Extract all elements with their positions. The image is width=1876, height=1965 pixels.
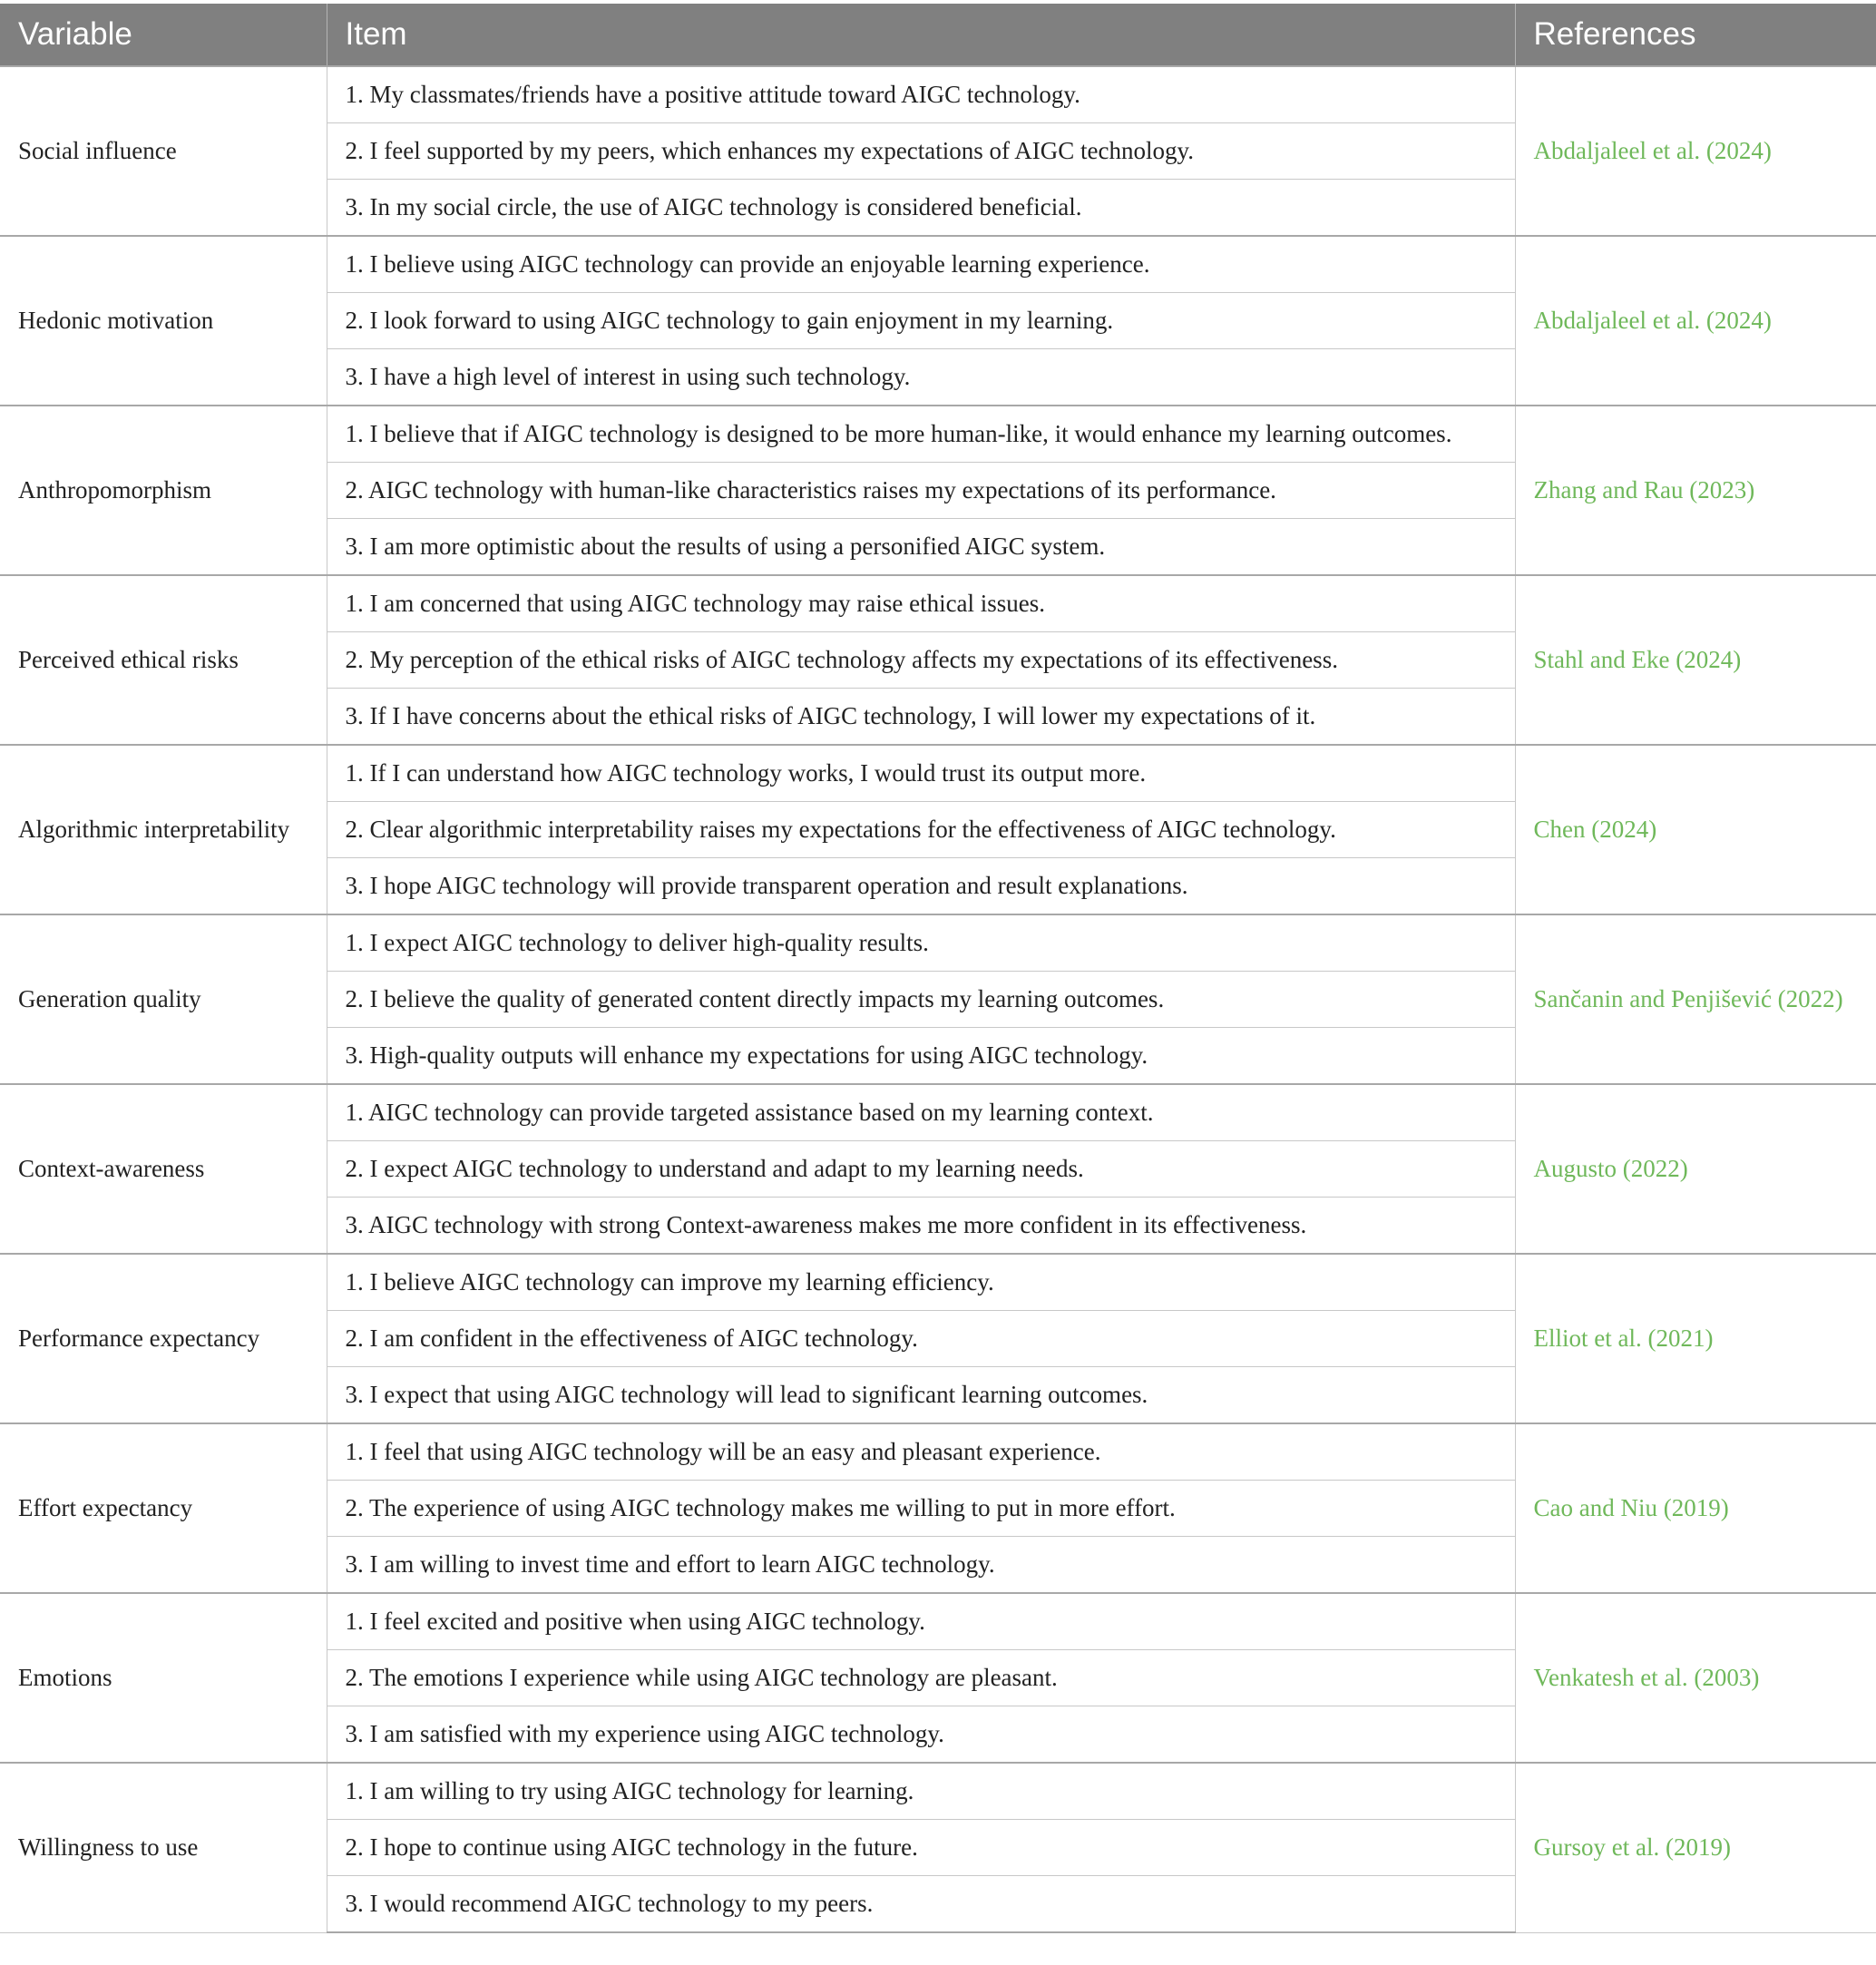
variable-cell: Algorithmic interpretability <box>0 745 327 914</box>
table-row <box>0 1254 1876 1311</box>
item-cell: 1. My classmates/friends have a positive attitude toward AIGC technology. <box>327 66 1515 123</box>
item-cell: 2. I look forward to using AIGC technology to gain enjoyment in my learning. <box>327 293 1515 349</box>
header-row <box>0 4 1876 66</box>
table-row <box>0 1084 1876 1141</box>
reference-link[interactable]: Abdaljaleel et al. (2024) <box>1515 66 1876 236</box>
item-cell: 2. I feel supported by my peers, which enhances my expectations of AIGC technology. <box>327 123 1515 180</box>
variable-cell: Willingness to use <box>0 1763 327 1932</box>
item-cell: 1. I feel excited and positive when using AIGC technology. <box>327 1593 1515 1650</box>
item-cell: 3. I hope AIGC technology will provide transparent operation and result explanations. <box>327 858 1515 915</box>
table-row <box>0 914 1876 972</box>
table-row <box>0 745 1876 802</box>
variable-cell: Perceived ethical risks <box>0 575 327 745</box>
item-cell: 1. I am concerned that using AIGC technology may raise ethical issues. <box>327 575 1515 632</box>
item-cell: 2. Clear algorithmic interpretability raises my expectations for the effectiveness of AIGC technology. <box>327 802 1515 858</box>
item-cell: 2. The experience of using AIGC technology makes me willing to put in more effort. <box>327 1481 1515 1537</box>
item-cell: 1. I am willing to try using AIGC technology for learning. <box>327 1763 1515 1820</box>
item-cell: 2. My perception of the ethical risks of AIGC technology affects my expectations of its effectiveness. <box>327 632 1515 689</box>
item-cell: 3. I have a high level of interest in using such technology. <box>327 349 1515 406</box>
reference-link[interactable]: Stahl and Eke (2024) <box>1515 575 1876 745</box>
item-cell: 3. I would recommend AIGC technology to my peers. <box>327 1876 1515 1933</box>
table-row <box>0 236 1876 293</box>
item-cell: 3. I expect that using AIGC technology will lead to significant learning outcomes. <box>327 1367 1515 1424</box>
variable-cell: Social influence <box>0 66 327 236</box>
reference-link[interactable]: Chen (2024) <box>1515 745 1876 914</box>
item-cell: 3. If I have concerns about the ethical risks of AIGC technology, I will lower my expectations of it. <box>327 689 1515 746</box>
reference-link[interactable]: Sančanin and Penjišević (2022) <box>1515 914 1876 1084</box>
reference-link[interactable]: Zhang and Rau (2023) <box>1515 406 1876 575</box>
item-cell: 3. High-quality outputs will enhance my expectations for using AIGC technology. <box>327 1028 1515 1085</box>
measurement-items-table-container <box>0 4 1876 1933</box>
item-cell: 2. AIGC technology with human-like characteristics raises my expectations of its performance. <box>327 463 1515 519</box>
item-cell: 2. I believe the quality of generated content directly impacts my learning outcomes. <box>327 972 1515 1028</box>
item-cell: 3. I am more optimistic about the results of using a personified AIGC system. <box>327 519 1515 576</box>
reference-link[interactable]: Venkatesh et al. (2003) <box>1515 1593 1876 1763</box>
item-cell: 3. I am satisfied with my experience using AIGC technology. <box>327 1706 1515 1764</box>
item-cell: 1. I feel that using AIGC technology will be an easy and pleasant experience. <box>327 1423 1515 1481</box>
variable-cell: Anthropomorphism <box>0 406 327 575</box>
measurement-items-table <box>0 4 1876 1933</box>
reference-link[interactable]: Elliot et al. (2021) <box>1515 1254 1876 1423</box>
table-row <box>0 1763 1876 1820</box>
table-row <box>0 1593 1876 1650</box>
header-item: Item <box>327 4 1515 66</box>
item-cell: 3. AIGC technology with strong Context-awareness makes me more confident in its effectiveness. <box>327 1198 1515 1255</box>
reference-link[interactable]: Abdaljaleel et al. (2024) <box>1515 236 1876 406</box>
variable-cell: Context-awareness <box>0 1084 327 1254</box>
item-cell: 2. I am confident in the effectiveness of AIGC technology. <box>327 1311 1515 1367</box>
variable-cell: Emotions <box>0 1593 327 1763</box>
variable-cell: Generation quality <box>0 914 327 1084</box>
item-cell: 3. I am willing to invest time and effort to learn AIGC technology. <box>327 1537 1515 1594</box>
table-row <box>0 1423 1876 1481</box>
item-cell: 1. I believe using AIGC technology can provide an enjoyable learning experience. <box>327 236 1515 293</box>
item-cell: 1. I believe AIGC technology can improve my learning efficiency. <box>327 1254 1515 1311</box>
variable-cell: Hedonic motivation <box>0 236 327 406</box>
variable-cell: Performance expectancy <box>0 1254 327 1423</box>
item-cell: 2. I expect AIGC technology to understand and adapt to my learning needs. <box>327 1141 1515 1198</box>
item-cell: 2. I hope to continue using AIGC technology in the future. <box>327 1820 1515 1876</box>
reference-link[interactable]: Cao and Niu (2019) <box>1515 1423 1876 1593</box>
header-variable: Variable <box>0 4 327 66</box>
item-cell: 1. AIGC technology can provide targeted assistance based on my learning context. <box>327 1084 1515 1141</box>
table-header <box>0 4 1876 66</box>
reference-link[interactable]: Augusto (2022) <box>1515 1084 1876 1254</box>
variable-cell: Effort expectancy <box>0 1423 327 1593</box>
item-cell: 3. In my social circle, the use of AIGC technology is considered beneficial. <box>327 180 1515 237</box>
table-body <box>0 66 1876 1932</box>
item-cell: 2. The emotions I experience while using AIGC technology are pleasant. <box>327 1650 1515 1706</box>
header-references: References <box>1515 4 1876 66</box>
item-cell: 1. I believe that if AIGC technology is designed to be more human-like, it would enhance my learning outcomes. <box>327 406 1515 463</box>
table-row <box>0 406 1876 463</box>
item-cell: 1. If I can understand how AIGC technology works, I would trust its output more. <box>327 745 1515 802</box>
table-row <box>0 66 1876 123</box>
table-row <box>0 575 1876 632</box>
reference-link[interactable]: Gursoy et al. (2019) <box>1515 1763 1876 1932</box>
item-cell: 1. I expect AIGC technology to deliver high-quality results. <box>327 914 1515 972</box>
